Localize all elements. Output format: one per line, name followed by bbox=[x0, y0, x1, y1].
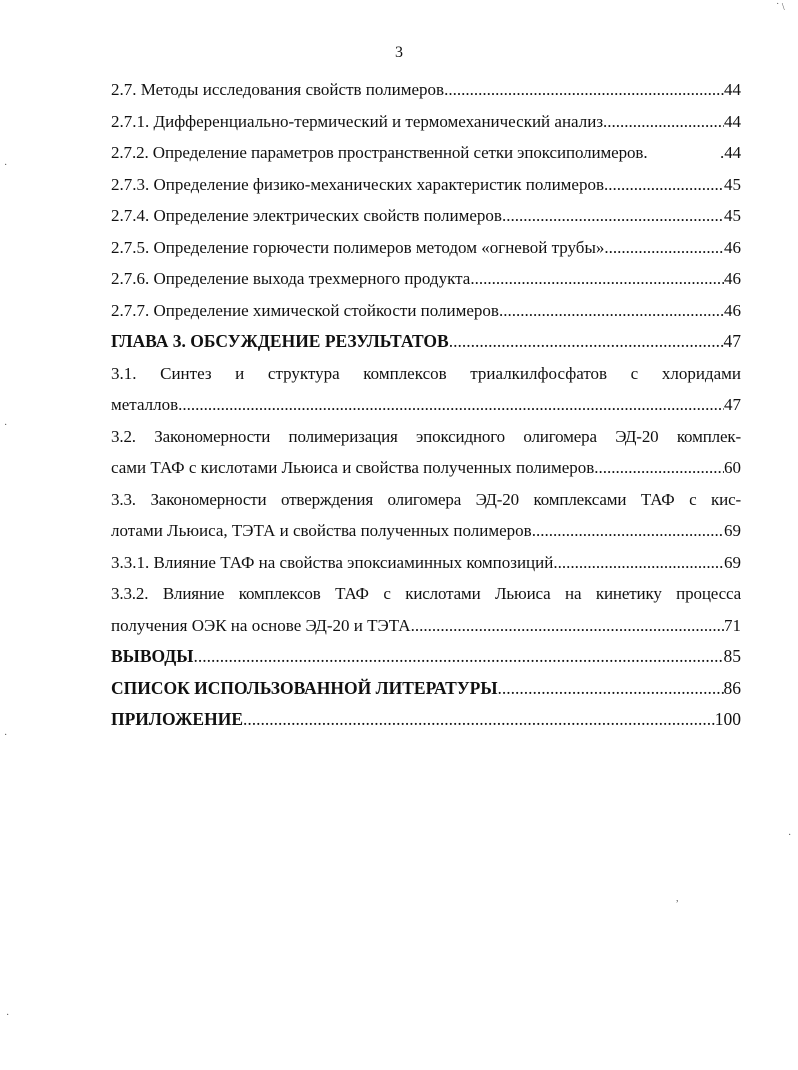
dot-leader bbox=[470, 263, 724, 295]
page-number: 3 bbox=[395, 44, 403, 61]
scan-speck: ˙ \ bbox=[776, 2, 785, 13]
toc-entry-title: 2.7.3. Определение физико-механических характеристик полимеров bbox=[111, 174, 604, 194]
dot-leader bbox=[603, 106, 724, 138]
toc-entry-title: 2.7.1. Дифференциально-термический и термомеханический анализ bbox=[111, 111, 604, 131]
dot-leader bbox=[604, 169, 724, 201]
toc-entry bbox=[111, 610, 741, 642]
toc-entry-first-line: 3.3. Закономерности отверждения олигомера ЭД-20 комплексами ТАФ с кис- bbox=[111, 489, 741, 509]
table-of-contents bbox=[111, 74, 741, 736]
scan-speck: , bbox=[676, 893, 679, 904]
toc-chapter-entry bbox=[111, 641, 741, 673]
toc-chapter-entry bbox=[111, 326, 741, 358]
toc-entry-title: 2.7. Методы исследования свойств полимеров bbox=[111, 80, 445, 99]
toc-entry-page: 44 bbox=[724, 80, 741, 99]
toc-entry-page: 71 bbox=[724, 615, 741, 635]
dot-leader bbox=[178, 389, 724, 421]
dot-leader bbox=[194, 641, 724, 673]
toc-entry bbox=[111, 452, 741, 484]
toc-entry-title: СПИСОК ИСПОЛЬЗОВАННОЙ ЛИТЕРАТУРЫ bbox=[111, 677, 498, 698]
dot-leader bbox=[498, 673, 724, 705]
toc-chapter-entry bbox=[111, 673, 741, 705]
toc-entry-page: 46 bbox=[724, 237, 741, 257]
dot-leader bbox=[499, 295, 724, 327]
toc-entry bbox=[111, 200, 741, 232]
toc-entry-page: 85 bbox=[723, 646, 741, 666]
toc-entry-first-line: 3.3.2. Влияние комплексов ТАФ с кислотами Льюиса на кинетику процесса bbox=[111, 584, 741, 603]
toc-entry-page: 60 bbox=[724, 458, 741, 477]
toc-entry-page: 86 bbox=[723, 677, 741, 698]
dot-leader bbox=[553, 547, 724, 579]
toc-entry bbox=[111, 169, 741, 201]
toc-entry-first-line: 3.1. Синтез и структура комплексов триалкилфосфатов с хлоридами bbox=[111, 363, 741, 383]
toc-entry-page: 69 bbox=[724, 552, 741, 572]
scan-speck: · bbox=[4, 730, 8, 741]
toc-entry-page: 46 bbox=[724, 300, 741, 320]
toc-entry-title: ВЫВОДЫ bbox=[111, 646, 194, 666]
dot-leader bbox=[502, 200, 724, 232]
toc-entry-title: 2.7.4. Определение электрических свойств полимеров bbox=[111, 206, 502, 225]
scan-speck: · bbox=[4, 160, 8, 171]
toc-entry-title: 2.7.6. Определение выхода трехмерного продукта bbox=[111, 269, 471, 288]
toc-entry-first-line: 3.2. Закономерности полимеризация эпоксидного олигомера ЭД-20 комплек- bbox=[111, 426, 741, 446]
toc-entry bbox=[111, 106, 741, 138]
toc-entry bbox=[111, 295, 741, 327]
toc-entry-title: 2.7.2. Определение параметров пространственной сетки эпоксиполимеров. bbox=[111, 143, 648, 162]
toc-chapter-entry bbox=[111, 704, 741, 736]
toc-entry bbox=[111, 515, 741, 547]
dot-leader bbox=[243, 704, 715, 736]
scan-speck: · bbox=[788, 830, 792, 841]
toc-entry-title: 2.7.5. Определение горючести полимеров методом «огневой трубы» bbox=[111, 237, 605, 257]
toc-entry-title: получения ОЭК на основе ЭД-20 и ТЭТА bbox=[111, 615, 411, 635]
scan-speck: · bbox=[4, 420, 8, 431]
toc-entry-title: 2.7.7. Определение химической стойкости полимеров bbox=[111, 300, 499, 320]
toc-entry-title: металлов bbox=[111, 395, 179, 414]
toc-entry-title: 3.3.1. Влияние ТАФ на свойства эпоксиаминных композиций bbox=[111, 552, 554, 572]
toc-entry-page: .44 bbox=[720, 143, 741, 162]
toc-entry bbox=[111, 263, 741, 295]
toc-entry-page: 47 bbox=[724, 395, 741, 414]
dot-leader bbox=[444, 74, 724, 106]
dot-leader bbox=[449, 326, 724, 358]
toc-entry-page: 44 bbox=[724, 111, 741, 131]
toc-entry-page: 100 bbox=[714, 709, 741, 729]
toc-entry bbox=[111, 232, 741, 264]
dot-leader bbox=[411, 610, 724, 642]
toc-entry bbox=[111, 389, 741, 421]
dot-leader bbox=[532, 515, 724, 547]
scan-speck: · bbox=[6, 1010, 10, 1021]
toc-entry-title: лотами Льюиса, ТЭТА и свойства полученных полимеров bbox=[111, 521, 532, 540]
toc-entry-title: ГЛАВА 3. ОБСУЖДЕНИЕ РЕЗУЛЬТАТОВ bbox=[111, 331, 449, 351]
toc-entry bbox=[111, 74, 741, 106]
toc-entry-page: 45 bbox=[724, 174, 741, 194]
toc-entry-title: ПРИЛОЖЕНИЕ bbox=[111, 709, 244, 729]
dot-leader bbox=[594, 452, 724, 484]
dot-leader bbox=[604, 232, 724, 264]
toc-entry-title: сами ТАФ с кислотами Льюиса и свойства полученных полимеров bbox=[111, 458, 595, 477]
toc-entry-page: 46 bbox=[724, 269, 741, 288]
toc-entry-page: 69 bbox=[724, 521, 741, 540]
toc-entry bbox=[111, 547, 741, 579]
toc-entry-page: 45 bbox=[724, 206, 741, 225]
toc-entry-page: 47 bbox=[723, 331, 741, 351]
toc-entry bbox=[111, 137, 741, 169]
